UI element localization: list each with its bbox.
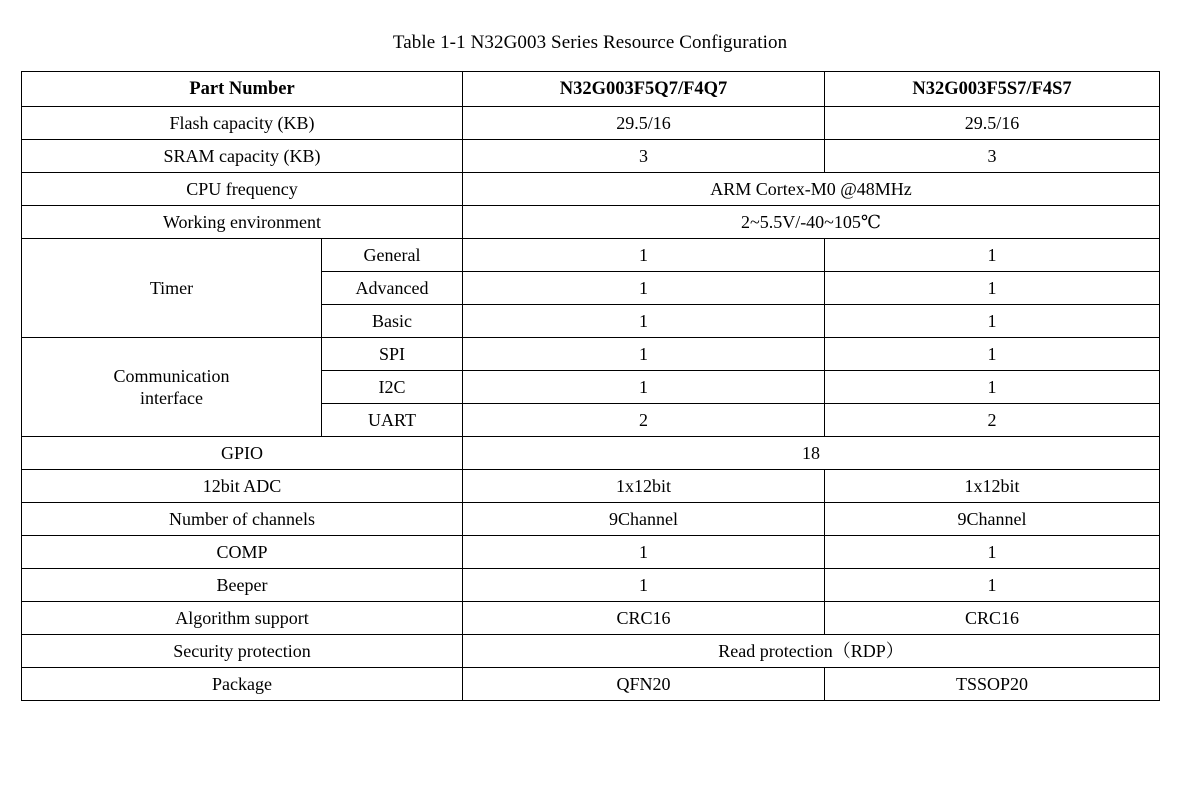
cell-flash-capacity-b: 29.5/16 (825, 107, 1160, 140)
table-row (22, 140, 1160, 173)
cell-timer-basic-a: 1 (463, 305, 825, 338)
row-group-label-timer: Timer (22, 239, 322, 338)
table-row (22, 602, 1160, 635)
row-label-security-protection: Security protection (22, 635, 463, 668)
row-label-package: Package (22, 668, 463, 701)
cell-algorithm-support-a: CRC16 (463, 602, 825, 635)
resource-configuration-table-wrap (21, 71, 1159, 701)
cell-uart-b: 2 (825, 404, 1160, 437)
cell-package-a: QFN20 (463, 668, 825, 701)
table-row (22, 503, 1160, 536)
row-label-comp: COMP (22, 536, 463, 569)
cell-spi-b: 1 (825, 338, 1160, 371)
row-label-number-of-channels: Number of channels (22, 503, 463, 536)
cell-uart-a: 2 (463, 404, 825, 437)
cell-timer-general-a: 1 (463, 239, 825, 272)
cell-12bit-adc-b: 1x12bit (825, 470, 1160, 503)
table-row (22, 107, 1160, 140)
cell-timer-advanced-a: 1 (463, 272, 825, 305)
cell-beeper-a: 1 (463, 569, 825, 602)
row-sublabel-timer-advanced: Advanced (322, 272, 463, 305)
cell-i2c-a: 1 (463, 371, 825, 404)
row-label-algorithm-support: Algorithm support (22, 602, 463, 635)
table-row (22, 470, 1160, 503)
row-sublabel-timer-basic: Basic (322, 305, 463, 338)
table-caption: Table 1-1 N32G003 Series Resource Configuration (392, 32, 788, 53)
cell-number-of-channels-b: 9Channel (825, 503, 1160, 536)
communication-label-line-2: interface (140, 388, 203, 408)
row-label-sram-capacity: SRAM capacity (KB) (22, 140, 463, 173)
row-label-flash-capacity: Flash capacity (KB) (22, 107, 463, 140)
table-row (22, 239, 1160, 272)
table-row (22, 206, 1160, 239)
cell-sram-capacity-a: 3 (463, 140, 825, 173)
table-row (22, 668, 1160, 701)
cell-number-of-channels-a: 9Channel (463, 503, 825, 536)
resource-configuration-table (21, 71, 1160, 701)
row-group-label-communication-interface (22, 338, 322, 437)
cell-flash-capacity-a: 29.5/16 (463, 107, 825, 140)
cell-timer-advanced-b: 1 (825, 272, 1160, 305)
row-label-12bit-adc: 12bit ADC (22, 470, 463, 503)
cell-timer-general-b: 1 (825, 239, 1160, 272)
table-header-row (22, 72, 1160, 107)
cell-12bit-adc-a: 1x12bit (463, 470, 825, 503)
cell-timer-basic-b: 1 (825, 305, 1160, 338)
cell-working-environment-value: 2~5.5V/-40~105℃ (463, 206, 1160, 239)
row-label-beeper: Beeper (22, 569, 463, 602)
row-label-cpu-frequency: CPU frequency (22, 173, 463, 206)
cell-security-protection-value: Read protection（RDP） (463, 635, 1160, 668)
cell-comp-b: 1 (825, 536, 1160, 569)
header-part-number: Part Number (22, 72, 463, 107)
cell-comp-a: 1 (463, 536, 825, 569)
cell-cpu-frequency-value: ARM Cortex-M0 @48MHz (463, 173, 1160, 206)
cell-sram-capacity-b: 3 (825, 140, 1160, 173)
row-sublabel-i2c: I2C (322, 371, 463, 404)
cell-beeper-b: 1 (825, 569, 1160, 602)
cell-spi-a: 1 (463, 338, 825, 371)
table-row (22, 569, 1160, 602)
cell-i2c-b: 1 (825, 371, 1160, 404)
table-row (22, 437, 1160, 470)
communication-label-line-1: Communication (113, 366, 230, 386)
row-label-working-environment: Working environment (22, 206, 463, 239)
table-row (22, 536, 1160, 569)
header-column-b: N32G003F5S7/F4S7 (825, 72, 1160, 107)
row-sublabel-timer-general: General (322, 239, 463, 272)
cell-package-b: TSSOP20 (825, 668, 1160, 701)
table-row (22, 173, 1160, 206)
cell-algorithm-support-b: CRC16 (825, 602, 1160, 635)
cell-gpio-value: 18 (463, 437, 1160, 470)
row-label-gpio: GPIO (22, 437, 463, 470)
row-sublabel-spi: SPI (322, 338, 463, 371)
row-sublabel-uart: UART (322, 404, 463, 437)
table-row (22, 635, 1160, 668)
table-row (22, 338, 1160, 371)
header-column-a: N32G003F5Q7/F4Q7 (463, 72, 825, 107)
